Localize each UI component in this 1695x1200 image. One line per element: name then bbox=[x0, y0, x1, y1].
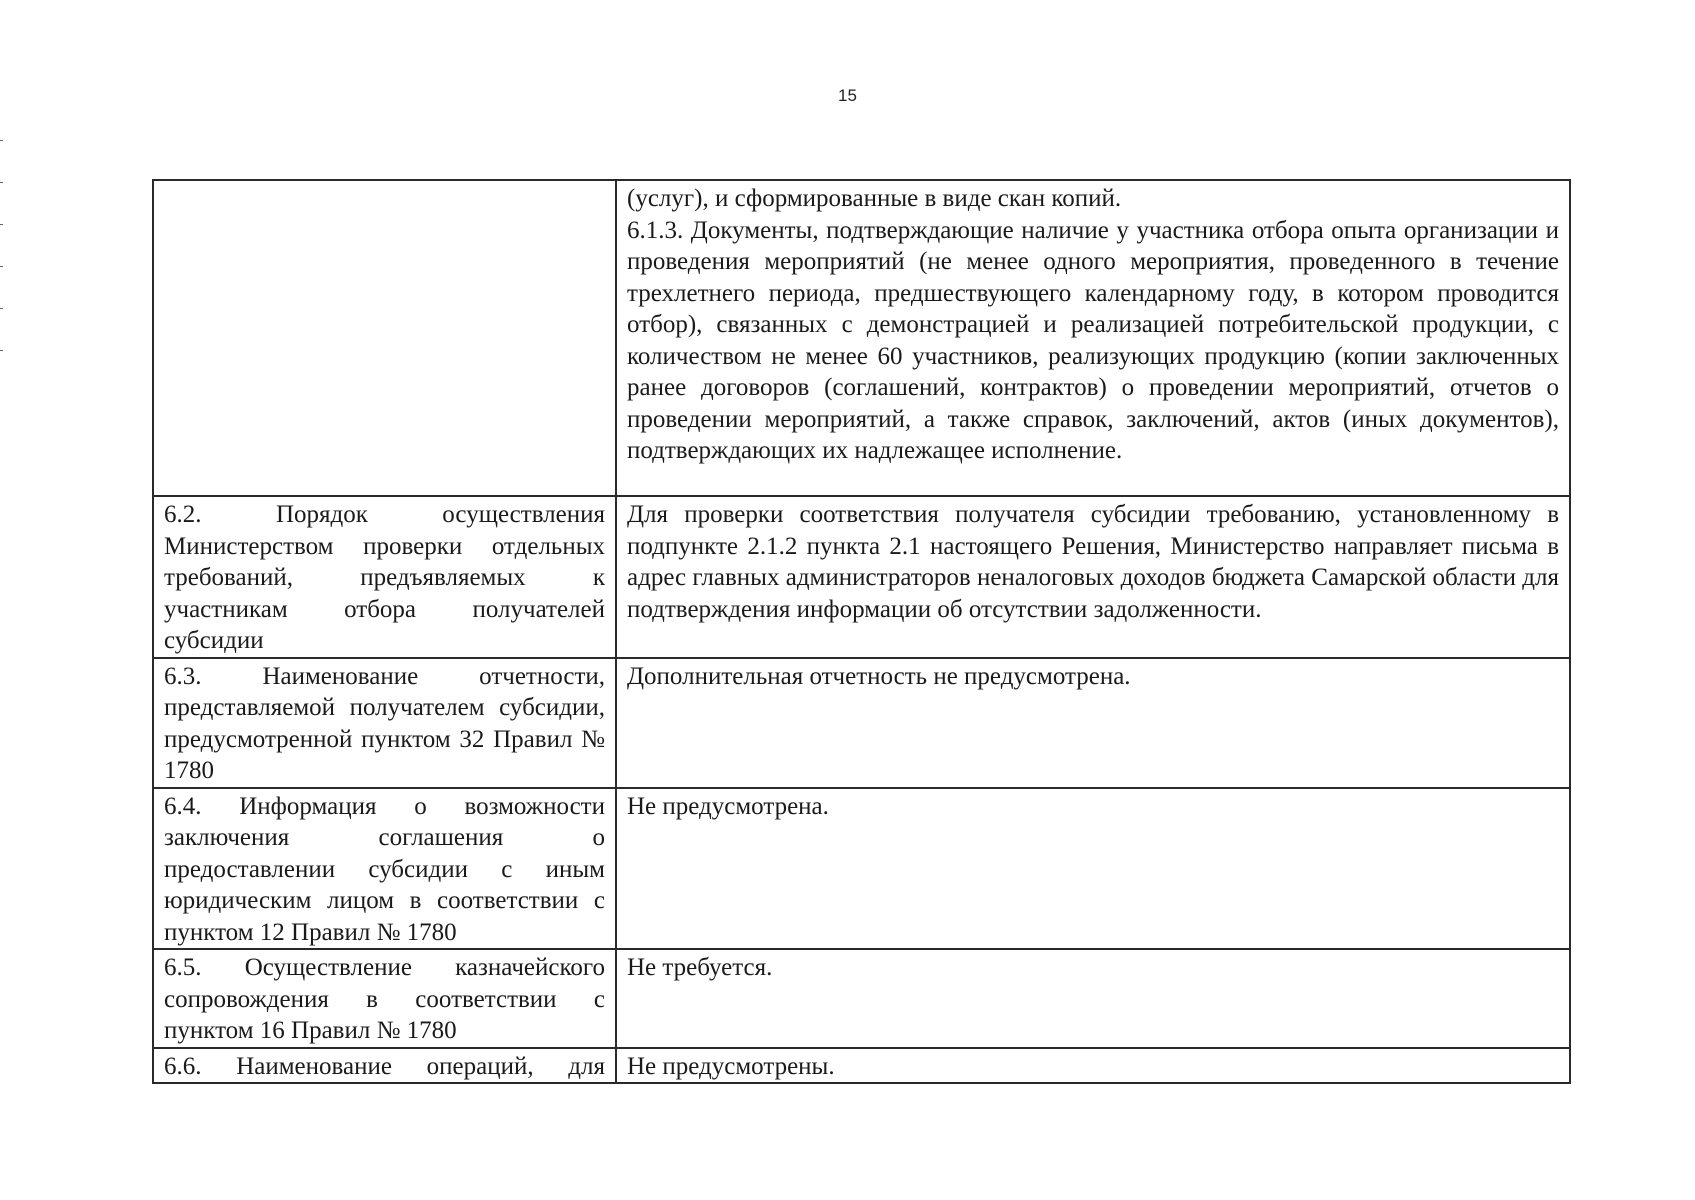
table-row-continuation bbox=[153, 180, 1570, 496]
content-paragraph: Для проверки соответствия получателя субсидии требованию, установленному в подпункте 2.1.2 пункта 2.1 настоящего Решения, Министерство направляет письма в адрес главных администраторов неналоговых доходов бюджета Самарской области для подтверждения информации об отсутствии задолженности. bbox=[627, 501, 1559, 623]
table-row-6-4 bbox=[153, 788, 1570, 950]
content-paragraph: Не предусмотрены. bbox=[627, 1052, 835, 1080]
row-content-cell bbox=[616, 658, 1570, 788]
content-paragraph: Дополнительная отчетность не предусмотрена. bbox=[627, 662, 1131, 690]
table-row-6-3 bbox=[153, 658, 1570, 788]
content-paragraph: 6.1.3. Документы, подтверждающие наличие у участника отбора опыта организации и проведения мероприятий (не менее одного мероприятия, проведенного в течение трехлетнего периода, предшествующего календарному году, в котором проводится отбор), связанных с демонстрацией и реализацией потребительской продукции, с количеством не менее 60 участников, реализующих продукцию (копии заключенных ранее договоров (соглашений, контрактов) о проведении мероприятий, отчетов о проведении мероприятий, а также справок, заключений, актов (иных документов), подтверждающих их надлежащее исполнение. bbox=[627, 216, 1559, 464]
row-heading-cell: 6.5. Осуществление казначейского сопровождения в соответствии с пунктом 16 Правил № 1780 bbox=[153, 949, 616, 1048]
table-row-6-5 bbox=[153, 949, 1570, 1048]
row-heading-cell bbox=[153, 180, 616, 496]
row-heading-cell: 6.4. Информация о возможности заключения соглашения о предоставлении субсидии с иным юридическим лицом в соответствии с пунктом 12 Правил № 1780 bbox=[153, 788, 616, 950]
scan-edge-marks bbox=[0, 140, 4, 400]
row-content-cell bbox=[616, 1048, 1570, 1084]
content-paragraph: Не предусмотрена. bbox=[627, 792, 829, 820]
content-paragraph: Не требуется. bbox=[627, 954, 773, 981]
row-content-cell bbox=[616, 496, 1570, 658]
row-content-cell bbox=[616, 788, 1570, 950]
row-heading-cell: 6.2. Порядок осуществления Министерством проверки отдельных требований, предъявляемых к участникам отбора получателей субсидии bbox=[153, 496, 616, 658]
table-row-6-6 bbox=[153, 1048, 1570, 1084]
row-heading-cell: 6.6. Наименование операций, для bbox=[153, 1048, 616, 1084]
requirements-table bbox=[152, 179, 1571, 1084]
row-content-cell bbox=[616, 949, 1570, 1048]
row-content-cell bbox=[616, 180, 1570, 496]
table-row-6-2 bbox=[153, 496, 1570, 658]
page-number: 15 bbox=[838, 86, 857, 105]
content-paragraph: (услуг), и сформированные в виде скан копий. bbox=[627, 185, 1122, 212]
row-heading-cell: 6.3. Наименование отчетности, представляемой получателем субсидии, предусмотренной пунктом 32 Правил № 1780 bbox=[153, 658, 616, 788]
